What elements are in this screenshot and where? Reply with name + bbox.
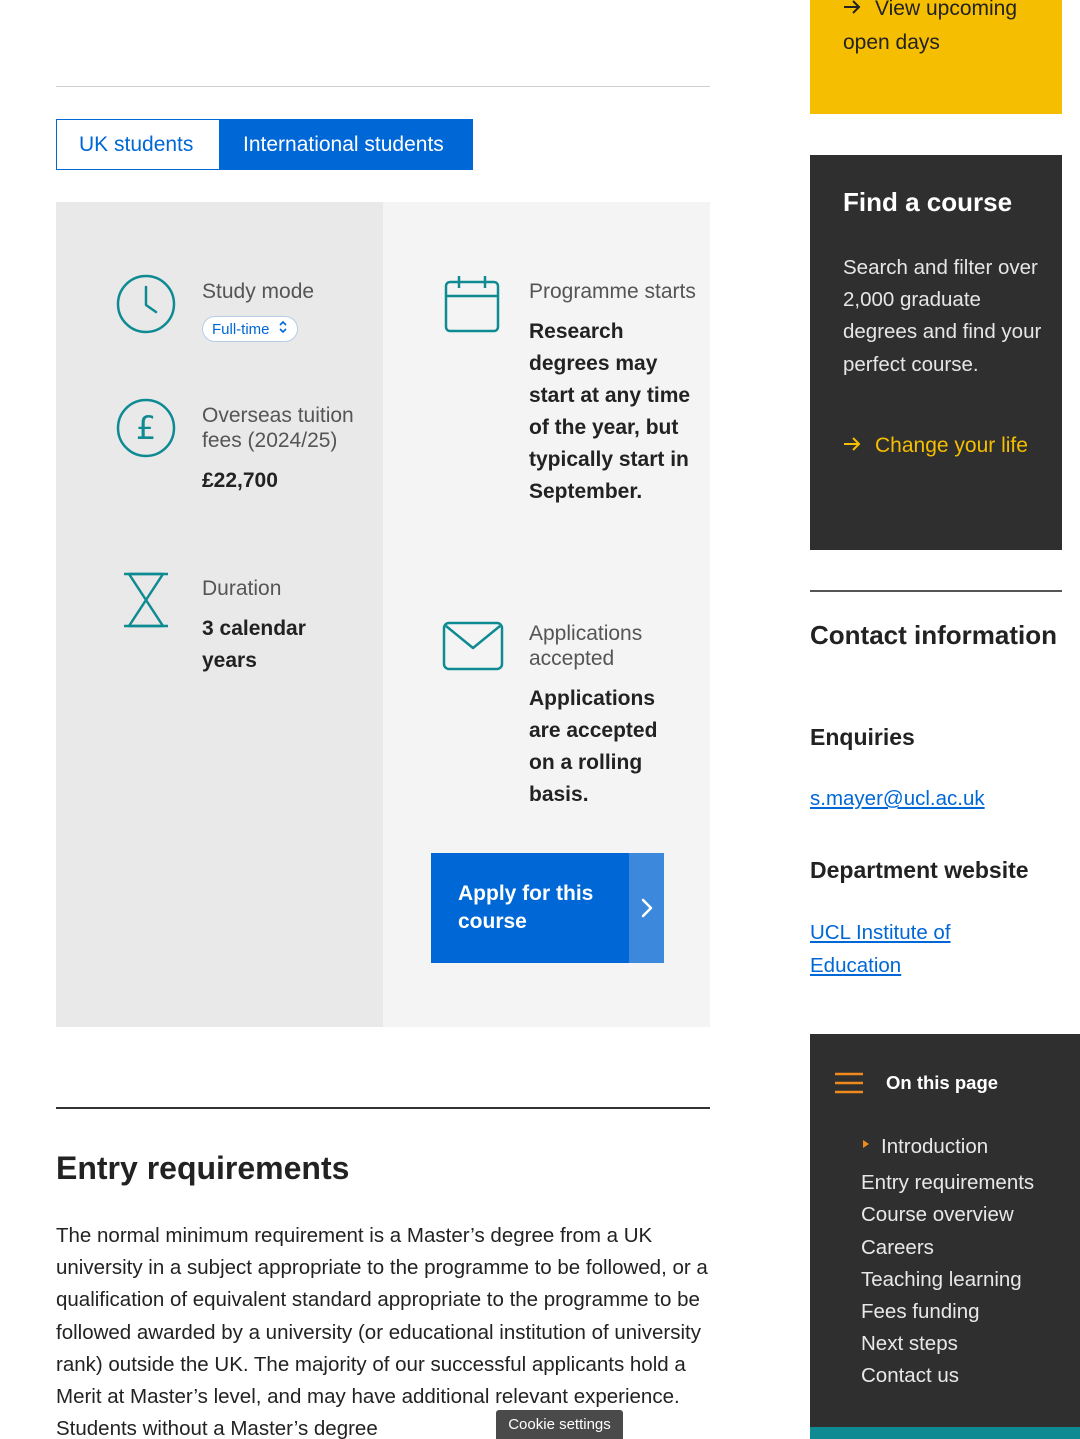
study-mode-item: [202, 279, 372, 342]
nav-item-fees-funding[interactable]: Fees funding: [861, 1300, 980, 1324]
nav-item-careers[interactable]: Careers: [861, 1235, 934, 1259]
on-this-page-nav: [810, 1034, 1080, 1439]
section-divider: [56, 86, 710, 87]
study-mode-select[interactable]: [202, 316, 298, 342]
department-website-heading: Department website: [810, 857, 1029, 883]
student-type-tabs: [56, 119, 473, 170]
study-mode-label: Study mode: [202, 280, 315, 303]
programme-starts-label: Programme starts: [529, 280, 696, 303]
open-days-link-label: View upcoming open days: [843, 0, 1018, 54]
entry-section-divider: [56, 1107, 710, 1109]
envelope-icon: [442, 621, 504, 676]
tab-international-students[interactable]: International students: [220, 119, 473, 170]
enquiries-email-link[interactable]: s.mayer@ucl.ac.uk: [810, 787, 985, 810]
contact-information-heading: Contact information: [810, 620, 1057, 650]
clock-icon: [116, 274, 176, 339]
teal-accent-bar: [810, 1427, 1080, 1439]
on-this-page-list: [861, 1131, 1034, 1393]
arrow-right-icon: [843, 429, 875, 463]
entry-requirements-heading: Entry requirements: [56, 1150, 350, 1186]
cookie-settings-button[interactable]: Cookie settings: [496, 1410, 623, 1439]
change-your-life-link[interactable]: [843, 429, 1043, 463]
duration-value: 3 calendar years: [202, 617, 306, 672]
entry-requirements-text: The normal minimum requirement is a Master’s degree from a UK university in a subject appropriate to the programme to be followed, or a qualification of equivalent standard appropriate to the programme to be followed awarded by a university (or educational institution of university rank) outside the UK. The majority of our successful applicants hold a Merit at Master’s level, and may have additional relevant experience. Students without a Master’s degree: [56, 1224, 708, 1439]
nav-item-contact-us[interactable]: Contact us: [861, 1364, 959, 1388]
programme-starts-item: [529, 279, 699, 508]
key-info-right-column: [383, 202, 710, 1027]
hourglass-icon: [122, 572, 170, 633]
applications-value: Applications are accepted on a rolling basis.: [529, 687, 658, 806]
nav-item-entry-requirements[interactable]: Entry requirements: [861, 1171, 1035, 1195]
key-info-left-column: [56, 202, 383, 1027]
apply-button-label: Apply for this course: [458, 882, 594, 933]
chevron-right-icon: [629, 853, 664, 963]
on-this-page-title: On this page: [886, 1072, 999, 1093]
updown-chevron-icon: [278, 320, 288, 338]
key-information-panel: [56, 202, 710, 1027]
arrow-right-icon: [843, 0, 875, 26]
find-course-text: Search and filter over 2,000 graduate degrees and find your perfect course.: [843, 256, 1042, 376]
department-website-link[interactable]: UCL Institute of Education: [810, 921, 951, 977]
nav-item-course-overview[interactable]: Course overview: [861, 1203, 1014, 1227]
applications-label: Applications accepted: [529, 622, 643, 670]
change-your-life-label: Change your life: [875, 434, 1028, 457]
open-days-box: [810, 0, 1062, 114]
active-marker-icon: [863, 1140, 869, 1148]
find-a-course-box: [810, 155, 1062, 550]
fees-label: Overseas tuition fees (2024/25): [202, 404, 354, 452]
open-days-link[interactable]: [843, 0, 1043, 60]
programme-starts-value: Research degrees may start at any time of the year, but typically start in September.: [529, 320, 691, 503]
nav-item-teaching-learning[interactable]: Teaching learning: [861, 1267, 1022, 1291]
svg-text:£: £: [135, 409, 157, 447]
duration-item: [202, 576, 342, 677]
find-course-title: Find a course: [843, 187, 1013, 217]
contact-divider: [810, 590, 1062, 592]
fees-item: [202, 403, 372, 497]
nav-item-introduction[interactable]: Introduction: [861, 1131, 1034, 1163]
duration-label: Duration: [202, 577, 282, 600]
study-mode-selected-value: Full-time: [212, 320, 270, 338]
applications-item: [529, 621, 679, 811]
pound-icon: [116, 398, 176, 463]
nav-item-next-steps[interactable]: Next steps: [861, 1332, 958, 1356]
enquiries-heading: Enquiries: [810, 724, 915, 750]
apply-for-course-button[interactable]: [431, 853, 664, 963]
hamburger-menu-icon[interactable]: [835, 1071, 863, 1100]
tab-uk-students[interactable]: UK students: [56, 119, 220, 170]
fees-value: £22,700: [202, 469, 278, 492]
calendar-icon: [444, 274, 500, 339]
